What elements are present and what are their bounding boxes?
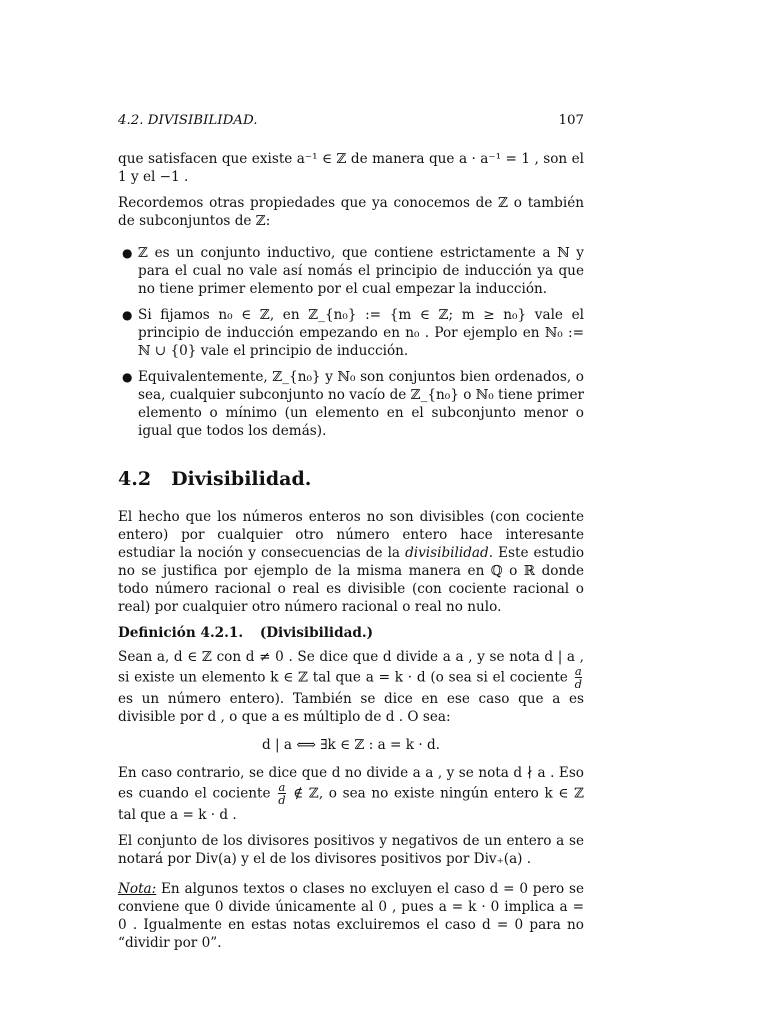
list-item	[118, 368, 584, 440]
list-item-text: Equivalentemente, ℤ_{n₀} y ℕ₀ son conjuntos bien ordenados, o sea, cualquier subconjunto no vacío de ℤ_{n₀} o ℕ₀ tiene primer elemento o mínimo (un elemento en el subconjunto menor o igual que todos los demás).	[138, 369, 584, 439]
divisors-paragraph: El conjunto de los divisores positivos y negativos de un entero a se notará por Div(a) y el de los divisores positivos por Div₊(a) .	[118, 833, 584, 867]
page-number: 107	[558, 113, 584, 128]
section-heading	[118, 470, 584, 488]
bullet-icon: ●	[122, 246, 133, 260]
section-paragraph-part-2: . Este estudio no se justifica por ejemplo de la misma manera en ℚ o ℝ donde todo número racional o real es divisible (con cociente racional o real) por cualquier otro número racional o real no nulo.	[118, 545, 585, 615]
definition-body	[118, 648, 584, 726]
definition-label: Definición 4.2.1.	[118, 625, 244, 641]
definition-text-1: Sean a, d ∈ ℤ con d ≠ 0 . Se dice que d divide a a , y se nota d | a , si existe un elemento k ∈ ℤ tal que a = k · d (o sea si el cociente	[118, 649, 584, 686]
section-paragraph	[118, 508, 584, 616]
nota-paragraph	[118, 880, 584, 952]
nota-label: Nota:	[118, 881, 157, 897]
fraction	[278, 782, 285, 806]
running-title: 4.2. DIVISIBILIDAD.	[118, 113, 258, 128]
emphasized-term: divisibilidad	[405, 545, 489, 561]
list-item-text: Si fijamos n₀ ∈ ℤ, en ℤ_{n₀} := {m ∈ ℤ; m ≥ n₀} vale el principio de inducción empezando en n₀ . Por ejemplo en ℕ₀ := ℕ ∪ {0} vale el principio de inducción.	[138, 307, 584, 359]
intro-paragraph-2: Recordemos otras propiedades que ya conocemos de ℤ o también de subconjuntos de ℤ:	[118, 195, 584, 229]
list-item-text: ℤ es un conjunto inductivo, que contiene estrictamente a ℕ y para el cual no vale así nomás el principio de inducción ya que no tiene primer elemento por el cual empezar la inducción.	[138, 245, 584, 297]
section-title: Divisibilidad.	[171, 468, 312, 490]
bullet-icon: ●	[122, 308, 133, 322]
running-head	[118, 112, 584, 130]
contrary-text-1: En caso contrario, se dice que d no divide a a , y se nota d ∤ a . Eso es cuando el cociente	[118, 765, 584, 802]
contrary-text-2: ∉ ℤ, o sea no existe ningún entero k ∈ ℤ tal que a = k · d .	[118, 785, 585, 823]
contrary-paragraph	[118, 764, 584, 824]
fraction-numerator: a	[278, 780, 286, 794]
definition-title: (Divisibilidad.)	[259, 625, 374, 641]
nota-text: En algunos textos o clases no excluyen el caso d = 0 pero se conviene que 0 divide únicamente al 0 , pues a = k · 0 implica a = 0 . Igualmente en estas notas excluiremos el caso d = 0 para no “dividir por 0”.	[118, 881, 584, 951]
section-number: 4.2	[118, 468, 152, 490]
fraction-denominator: d	[278, 793, 286, 807]
page-content	[118, 112, 584, 960]
list-item	[118, 306, 584, 360]
fraction-numerator: a	[574, 664, 582, 678]
fraction	[575, 666, 582, 690]
definition-text-2: es un número entero). También se dice en ese caso que a es divisible por d , o que a es múltiplo de d . O sea:	[118, 691, 584, 725]
display-equation: d | a ⟺ ∃k ∈ ℤ : a = k · d.	[262, 737, 440, 753]
section-paragraph-part-1: El hecho que los números enteros no son divisibles (con cociente entero) por cualquier otro número entero hace interesante estudiar la noción y consecuencias de la	[118, 509, 584, 561]
bullet-icon: ●	[122, 370, 133, 384]
definition-heading	[118, 624, 584, 642]
properties-list	[118, 244, 584, 440]
intro-paragraph-1: que satisfacen que existe a⁻¹ ∈ ℤ de manera que a · a⁻¹ = 1 , son el 1 y el −1 .	[118, 151, 584, 185]
list-item	[118, 244, 584, 298]
fraction-denominator: d	[574, 677, 583, 691]
